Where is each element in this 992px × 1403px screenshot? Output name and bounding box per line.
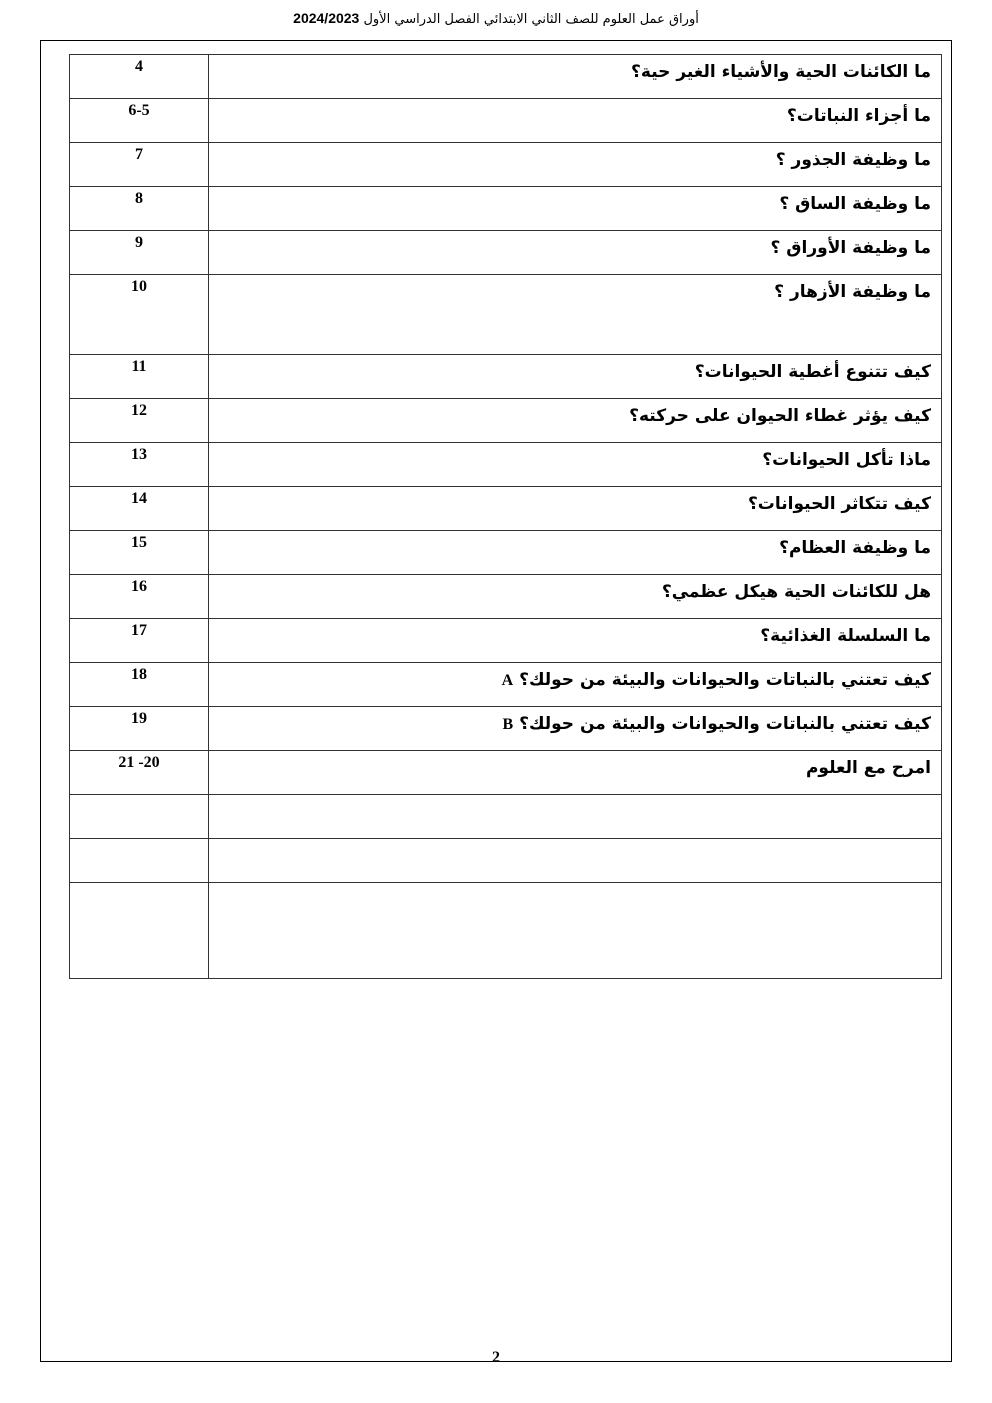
table-row: [70, 487, 942, 531]
page-ref: 4: [70, 55, 209, 99]
page-ref: 9: [70, 231, 209, 275]
page-ref: 18: [70, 663, 209, 707]
table-row: [70, 575, 942, 619]
table-row: [70, 275, 942, 355]
table-row: [70, 531, 942, 575]
page-ref: 12: [70, 399, 209, 443]
page-ref: 6-5: [70, 99, 209, 143]
page-ref: 8: [70, 187, 209, 231]
empty-cell: [209, 839, 942, 883]
lesson-title: امرح مع العلوم: [209, 751, 942, 795]
table-row: [70, 619, 942, 663]
empty-cell: [70, 839, 209, 883]
part-letter: B: [502, 716, 514, 733]
header-year: 2024/2023: [293, 10, 360, 26]
table-row: [70, 231, 942, 275]
part-letter: A: [501, 672, 514, 689]
lesson-title: ماذا تأكل الحيوانات؟: [209, 443, 942, 487]
table-row: [70, 55, 942, 99]
page-ref: 17: [70, 619, 209, 663]
table-row: [70, 99, 942, 143]
lesson-title: ما أجزاء النباتات؟: [209, 99, 942, 143]
empty-cell: [209, 795, 942, 839]
page-ref: 13: [70, 443, 209, 487]
lesson-title: ما السلسلة الغذائية؟: [209, 619, 942, 663]
page-ref: 10: [70, 275, 209, 355]
page-ref: 7: [70, 143, 209, 187]
empty-cell: [209, 883, 942, 979]
lesson-title: ما وظيفة العظام؟: [209, 531, 942, 575]
lesson-title: ما الكائنات الحية والأشياء الغير حية؟: [209, 55, 942, 99]
page-ref: 19: [70, 707, 209, 751]
table-row: [70, 187, 942, 231]
page-number: 2: [492, 1349, 500, 1366]
table-row: [70, 355, 942, 399]
lesson-title: كيف يؤثر غطاء الحيوان على حركته؟: [209, 399, 942, 443]
page-ref: 20- 21: [70, 751, 209, 795]
contents-table: [69, 54, 942, 979]
lesson-title: ما وظيفة الساق ؟: [209, 187, 942, 231]
lesson-title: ما وظيفة الجذور ؟: [209, 143, 942, 187]
table-row: [70, 143, 942, 187]
lesson-title: ما وظيفة الأزهار ؟: [209, 275, 942, 355]
page-ref: 16: [70, 575, 209, 619]
lesson-title: كيف تتنوع أغطية الحيوانات؟: [209, 355, 942, 399]
lesson-title: كيف تتكاثر الحيوانات؟: [209, 487, 942, 531]
header-title: أوراق عمل العلوم للصف الثاني الابتدائي الفصل الدراسي الأول: [363, 12, 699, 27]
page-ref: 14: [70, 487, 209, 531]
page-ref: 15: [70, 531, 209, 575]
empty-cell: [70, 883, 209, 979]
lesson-title: هل للكائنات الحية هيكل عظمي؟: [209, 575, 942, 619]
empty-row: [70, 883, 942, 979]
table-row: [70, 443, 942, 487]
lesson-title: ما وظيفة الأوراق ؟: [209, 231, 942, 275]
table-row: [70, 707, 942, 751]
table-row: [70, 663, 942, 707]
table-row: [70, 751, 942, 795]
empty-row: [70, 839, 942, 883]
empty-row: [70, 795, 942, 839]
empty-cell: [70, 795, 209, 839]
table-row: [70, 399, 942, 443]
lesson-title: كيف تعتني بالنباتات والحيوانات والبيئة من حولك؟ B: [209, 707, 942, 751]
lesson-title: كيف تعتني بالنباتات والحيوانات والبيئة من حولك؟ A: [209, 663, 942, 707]
page-header: [0, 10, 992, 27]
page-ref: 11: [70, 355, 209, 399]
